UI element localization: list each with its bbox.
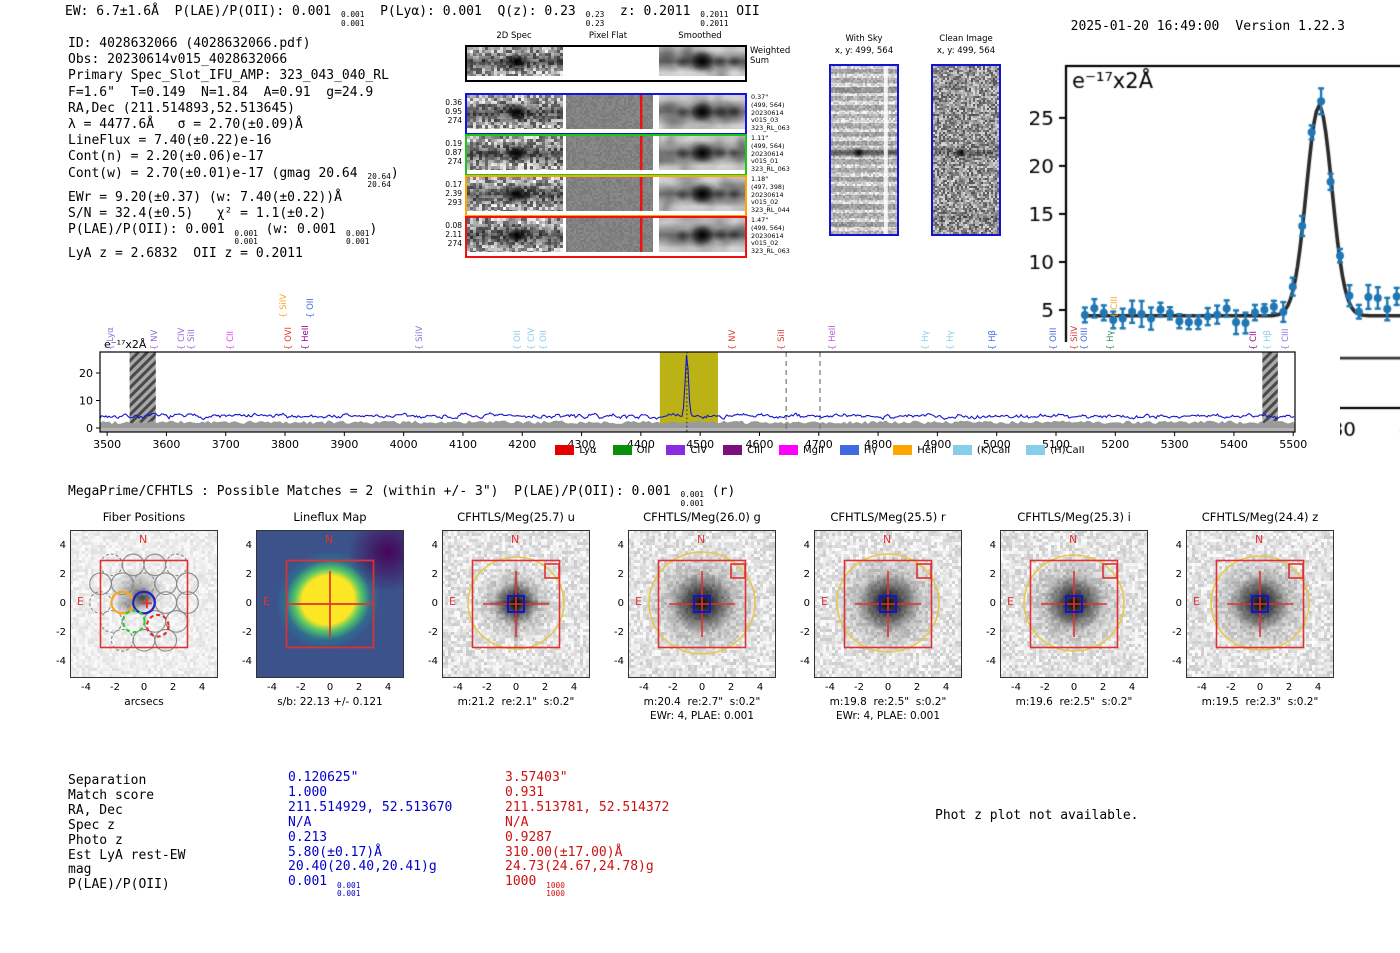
legend-label: Lyα (579, 444, 597, 456)
right-label-line: (497, 398) (751, 182, 785, 191)
emission-line-label: { OIII (1079, 327, 1090, 350)
spec2d-row2-2dspec-image (467, 136, 563, 170)
legend-item (953, 445, 1010, 456)
cutout-ytick: 4 (989, 540, 996, 551)
spec2d-weighted-pixelflat-image (566, 47, 653, 76)
right-label-line: v015_03 (751, 116, 779, 125)
cutout-ytick: 0 (1175, 598, 1182, 609)
match-col2-value: 24.73(24.67,24.78)g (505, 859, 654, 875)
cutout-xtick: 2 (541, 682, 549, 693)
cutout-frame (814, 530, 962, 678)
cutout-caption: arcsecs (124, 696, 164, 708)
spec2d-weighted-smoothed-image (656, 47, 745, 76)
stacked-value: 1000 1000 (546, 880, 565, 899)
stacked-value: 0.001 0.001 (234, 228, 258, 246)
legend-label: (H)CaII (1050, 444, 1085, 456)
emission-line-label: { OIII (1048, 327, 1059, 350)
clean-image-coords: x, y: 499, 564 (936, 46, 996, 56)
left-label-line: 0.95 (445, 107, 462, 116)
emission-line-label: { SiII (777, 329, 788, 350)
legend-label: CIV (690, 444, 708, 456)
legend-swatch (1026, 445, 1045, 455)
left-label-line: 0.08 (445, 221, 462, 230)
cutout-xtick: -4 (453, 682, 463, 693)
full-spectrum-plot (60, 262, 1350, 467)
emission-line-label: { Hβ (1263, 330, 1274, 350)
cutout-xtick: 4 (942, 682, 950, 693)
right-label-line: v015_01 (751, 157, 779, 166)
cutout-ytick: -2 (986, 627, 996, 638)
spec2d-row4-right-labels (751, 217, 796, 256)
right-label-line: (499, 564) (751, 223, 785, 232)
spec2d-row3-pixelflat-image (566, 177, 653, 211)
match-col2-value: 310.00(±17.00)Å (505, 844, 623, 860)
cutout-xtick: -4 (81, 682, 91, 693)
match-col1-value: 0.120625" (288, 770, 359, 785)
compass-north-label: N (511, 533, 520, 546)
cutout-ytick: -4 (800, 656, 810, 667)
cutout-xtick: 0 (1256, 682, 1264, 693)
match-row-label: Spec z (68, 817, 115, 833)
spec2d-row1-smoothed-image (656, 95, 745, 129)
with-sky-image (831, 66, 897, 234)
cutout-image-4 (814, 530, 962, 678)
emission-line-label: { SiIV (415, 325, 426, 350)
info-line: LineFlux = 7.40(±0.22)e-16 (68, 133, 272, 149)
emission-line-label: { Lyα (106, 327, 117, 350)
compass-north-label: N (883, 533, 892, 546)
emission-line-label: { CII (1248, 330, 1259, 350)
spec2d-weighted-2dspec-image (467, 47, 563, 76)
cutout-title-img-6: CFHTLS/Meg(24.4) z (1201, 510, 1319, 524)
spec2d-row2-pixelflat-image (566, 136, 653, 170)
cutout-image-5 (1000, 530, 1148, 678)
cutout-xtick: -2 (1226, 682, 1236, 693)
compass-east-label: E (449, 595, 456, 608)
legend-swatch (555, 445, 574, 455)
cutout-ytick: 4 (431, 540, 438, 551)
right-label-line: 323_RL_044 (751, 206, 790, 215)
cutout-xtick: 2 (1099, 682, 1107, 693)
match-col1-value: 0.213 (288, 829, 328, 845)
info-line: P(LAE)/P(OII): 0.001 0.001 0.001 (w: 0.001 0.001 0.001 ) (68, 222, 378, 246)
right-label-line: 323_RL_063 (751, 165, 790, 174)
emission-line-label: { Hγ (1105, 330, 1116, 350)
cutout-ytick: -4 (986, 656, 996, 667)
cutout-xtick: 4 (1314, 682, 1322, 693)
legend-swatch (723, 445, 742, 455)
cutout-caption: m:20.4 re:2.7" s:0.2" (643, 696, 761, 708)
cutout-ytick: 4 (803, 540, 810, 551)
cutout-ytick: -2 (242, 627, 252, 638)
spec2d-row4-2dspec-image (467, 218, 563, 252)
spec2d-row2-right-labels (751, 135, 796, 174)
left-label-line: 2.11 (445, 230, 462, 239)
cutout-title-img-3: CFHTLS/Meg(26.0) g (643, 510, 761, 524)
legend-swatch (666, 445, 685, 455)
legend-swatch (779, 445, 798, 455)
emission-line-label: { OII (513, 330, 524, 350)
info-line: ID: 4028632066 (4028632066.pdf) (68, 36, 311, 51)
cutout-xtick: 2 (169, 682, 177, 693)
cutout-xtick: -4 (825, 682, 835, 693)
legend-swatch (893, 445, 912, 455)
match-col1-value: 0.001 0.001 0.001 (288, 874, 361, 899)
spec2d-row1-right-labels (751, 94, 796, 133)
cutout-xtick: 0 (698, 682, 706, 693)
match-col1-value: 5.80(±0.17)Å (288, 844, 382, 860)
match-row-label: Match score (68, 787, 155, 803)
cutout-xtick: 2 (727, 682, 735, 693)
info-line: Obs: 20230614v015_4028632066 (68, 52, 288, 68)
cutout-xtick: 4 (384, 682, 392, 693)
spec2d-row3-right-labels (751, 176, 796, 215)
legend-label: CIII (747, 444, 763, 456)
cutout-ytick: 2 (431, 569, 438, 580)
cutout-ytick: 2 (803, 569, 810, 580)
right-label-line: (499, 564) (751, 100, 785, 109)
cutout-xtick: -2 (482, 682, 492, 693)
emission-line-label: { CIII (1280, 328, 1291, 350)
cutout-xtick: 0 (884, 682, 892, 693)
cutout-ytick: 4 (1175, 540, 1182, 551)
cutout-xtick: -4 (1011, 682, 1021, 693)
cutout-ytick: 0 (617, 598, 624, 609)
photz-note: Phot z plot not available. (935, 808, 1139, 823)
spec2d-row3-smoothed-image (656, 177, 745, 211)
cutout-xtick: 4 (570, 682, 578, 693)
cutout-ytick: -2 (614, 627, 624, 638)
cutout-caption: m:19.6 re:2.5" s:0.2" (1015, 696, 1133, 708)
left-label-line: 0.87 (445, 148, 462, 157)
compass-east-label: E (1193, 595, 1200, 608)
with-sky-title: With Sky (845, 34, 883, 44)
legend-label: Hγ (863, 444, 878, 456)
cutout-xtick: -2 (668, 682, 678, 693)
right-label-line: 20230614 (751, 190, 784, 199)
cutout-caption: m:19.8 re:2.5" s:0.2" (829, 696, 947, 708)
report-version: Version 1.22.3 (1235, 19, 1345, 34)
match-col1-value: N/A (288, 814, 312, 830)
match-row-label: P(LAE)/P(OII) (68, 877, 170, 893)
cutout-title-img-5: CFHTLS/Meg(25.3) i (1017, 510, 1131, 524)
cutout-xtick: -2 (296, 682, 306, 693)
spec2d-row-weighted (465, 45, 747, 82)
with-sky-coords: x, y: 499, 564 (834, 46, 894, 56)
cutout-ytick: 4 (617, 540, 624, 551)
right-label-line: 0.37" (751, 93, 769, 101)
right-label-line: 1.11" (751, 134, 769, 142)
cutout-caption2: EWr: 4, PLAE: 0.001 (649, 710, 755, 722)
compass-north-label: N (697, 533, 706, 546)
right-label-line: 1.18" (751, 175, 769, 183)
cutout-xtick: -2 (854, 682, 864, 693)
cutout-caption: m:21.2 re:2.1" s:0.2" (457, 696, 575, 708)
cutout-ytick: 0 (431, 598, 438, 609)
cutout-xtick: 4 (756, 682, 764, 693)
info-line: Cont(n) = 2.20(±0.06)e-17 (68, 149, 264, 165)
match-col2-value: 0.931 (505, 784, 545, 800)
cutout-ytick: 4 (245, 540, 252, 551)
emission-line-label: { CIII (1110, 296, 1121, 318)
compass-east-label: E (77, 595, 84, 608)
with-sky-image-frame (829, 64, 899, 236)
cutout-caption: s/b: 22.13 +/- 0.121 (277, 696, 383, 708)
info-line: RA,Dec (211.514893,52.513645) (68, 100, 295, 116)
cutout-frame (1000, 530, 1148, 678)
info-line: λ = 4477.6Å σ = 2.70(±0.09)Å (68, 117, 303, 133)
weighted-sum-label: Sum (750, 56, 770, 66)
cutout-caption2: EWr: 4, PLAE: 0.001 (835, 710, 941, 722)
emission-line-label: { CIV (176, 327, 187, 350)
stacked-value: 0.001 0.001 (680, 490, 704, 508)
left-label-line: 274 (447, 116, 462, 125)
cutout-xtick: -4 (267, 682, 277, 693)
cutout-title-img-2: CFHTLS/Meg(25.7) u (457, 510, 575, 524)
emission-line-label: { SiIV (1069, 325, 1080, 350)
right-label-line: 20230614 (751, 231, 784, 240)
detection-info-block (68, 36, 399, 263)
cutout-ytick: -2 (56, 627, 66, 638)
cutout-ytick: -2 (428, 627, 438, 638)
compass-north-label: N (325, 533, 334, 546)
stacked-value: 20.64 20.64 (367, 171, 391, 190)
emission-line-label: { HeII (828, 325, 839, 350)
cutout-xtick: 2 (913, 682, 921, 693)
left-label-line: 274 (447, 157, 462, 166)
right-label-line: 1.47" (751, 216, 769, 224)
stacked-value: 0.001 0.001 (340, 10, 365, 28)
info-line: LyA z = 2.6832 OII z = 0.2011 (68, 246, 303, 262)
cutout-xtick: -2 (1040, 682, 1050, 693)
right-label-line: 323_RL_063 (751, 124, 790, 133)
legend-item (555, 445, 596, 456)
match-col2-value: 3.57403" (505, 770, 568, 785)
emission-line-label: { OII (305, 298, 316, 318)
info-line: F=1.6" T=0.149 N=1.84 A=0.91 g=24.9 (68, 84, 374, 100)
cutout-xtick: 0 (326, 682, 334, 693)
emission-line-label: { CII (225, 330, 236, 350)
report-timestamp: 2025-01-20 16:49:00 (1070, 19, 1220, 34)
stacked-value: 0.001 0.001 (345, 228, 370, 246)
header-meta (1055, 4, 1345, 34)
match-row-label: RA, Dec (68, 802, 123, 818)
match-col2-value: 0.9287 (505, 829, 552, 845)
full-spectrum-canvas (60, 262, 1340, 462)
cutout-xtick: -2 (110, 682, 120, 693)
info-line: Cont(w) = 2.70(±0.01)e-17 (gmag 20.64 20.64 20.64 ) (68, 165, 399, 190)
cutout-image-0 (70, 530, 218, 678)
spectrum-legend (400, 443, 1240, 457)
cutout-xtick: 0 (512, 682, 520, 693)
emission-line-label: { SiIV (278, 293, 289, 318)
cutout-xtick: 0 (140, 682, 148, 693)
cutout-frame (256, 530, 404, 678)
compass-east-label: E (821, 595, 828, 608)
legend-label: MgII (802, 444, 824, 456)
legend-item (666, 445, 707, 456)
emission-line-label: { CIV (526, 327, 537, 350)
spec2d-row1-left-labels (436, 98, 462, 125)
legend-item (893, 445, 937, 456)
cutout-image-6 (1186, 530, 1334, 678)
info-line: S/N = 32.4(±0.5) χ² = 1.1(±0.2) (68, 205, 327, 221)
spec2d-row4-left-labels (436, 221, 462, 248)
legend-item (723, 445, 763, 456)
compass-north-label: N (139, 533, 148, 546)
match-col2-value: N/A (505, 814, 529, 830)
cutout-ytick: 0 (59, 598, 66, 609)
compass-east-label: E (635, 595, 642, 608)
spec2d-row-row2 (465, 134, 747, 176)
cutout-ytick: -4 (428, 656, 438, 667)
cutout-caption: m:19.5 re:2.3" s:0.2" (1201, 696, 1319, 708)
right-label-line: (499, 564) (751, 141, 785, 150)
right-label-line: v015_02 (751, 198, 779, 207)
emission-line-label: { Hγ (945, 330, 956, 350)
spec2d-row-row3 (465, 175, 747, 217)
stacked-value: 0.2011 0.2011 (700, 10, 729, 28)
compass-east-label: E (1007, 595, 1014, 608)
spec2d-col-title: 2D Spec (496, 31, 532, 41)
compass-east-label: E (263, 595, 270, 608)
spec2d-row-row4 (465, 216, 747, 258)
cutout-ytick: 0 (989, 598, 996, 609)
match-col2-value: 211.513781, 52.514372 (505, 799, 670, 815)
legend-label: (K)CaII (976, 444, 1011, 456)
cutout-ytick: 2 (59, 569, 66, 580)
emission-line-label: { NV (727, 329, 738, 350)
cutout-ytick: -4 (242, 656, 252, 667)
cutout-ytick: 4 (59, 540, 66, 551)
cutout-title-fiber-0: Fiber Positions (102, 510, 186, 524)
cutout-ytick: 2 (989, 569, 996, 580)
compass-north-label: N (1255, 533, 1264, 546)
legend-item (1026, 445, 1084, 456)
cutout-ytick: -2 (800, 627, 810, 638)
spec2d-row3-2dspec-image (467, 177, 563, 211)
cutout-xtick: 4 (1128, 682, 1136, 693)
match-col1-value: 20.40(20.40,20.41)g (288, 859, 437, 875)
match-col1-value: 211.514929, 52.513670 (288, 799, 453, 815)
compass-north-label: N (1069, 533, 1078, 546)
cutout-xtick: 2 (1285, 682, 1293, 693)
emission-line-label: { Hβ (988, 330, 999, 350)
stacked-value: 0.23 0.23 (585, 10, 605, 28)
match-row-label: Est LyA rest-EW (68, 847, 186, 863)
spec2d-row4-smoothed-image (656, 218, 745, 252)
cutout-image-1 (256, 530, 404, 678)
cutout-xtick: -4 (639, 682, 649, 693)
left-label-line: 0.19 (445, 139, 462, 148)
spec2d-row1-2dspec-image (467, 95, 563, 129)
stacked-value: 0.001 0.001 (336, 880, 361, 899)
cutout-ytick: 2 (1175, 569, 1182, 580)
legend-item (779, 445, 824, 456)
spec2d-row1-pixelflat-image (566, 95, 653, 129)
left-label-line: 0.17 (445, 180, 462, 189)
header-summary: EW: 6.7±1.6Å P(LAE)/P(OII): 0.001 0.001 0.001 P(Lyα): 0.001 Q(z): 0.23 0.23 0.23 z: 0.2011 0.2011 0.2011 OII (65, 4, 760, 28)
clean-image-image-frame (931, 64, 1001, 236)
clean-image-image (933, 66, 999, 234)
right-label-line: 323_RL_063 (751, 247, 790, 256)
cutout-ytick: 2 (617, 569, 624, 580)
cutout-ytick: 0 (803, 598, 810, 609)
legend-item (613, 445, 651, 456)
cutout-title-lineflux-1: Lineflux Map (293, 510, 367, 524)
spec2d-row2-left-labels (436, 139, 462, 166)
cutout-xtick: 2 (355, 682, 363, 693)
cutout-frame (628, 530, 776, 678)
emission-line-label: { SiII (187, 329, 198, 350)
left-label-line: 293 (447, 198, 462, 207)
emission-line-label: { HeII (301, 325, 312, 350)
weighted-sum-label: Weighted (750, 46, 791, 56)
cutout-image-3 (628, 530, 776, 678)
legend-swatch (613, 445, 632, 455)
emission-line-label: { OVI (283, 327, 294, 350)
cutout-frame (442, 530, 590, 678)
legend-swatch (840, 445, 859, 455)
emission-line-label: { OII (538, 330, 549, 350)
legend-label: HeII (917, 444, 937, 456)
info-line: EWr = 9.20(±0.37) (w: 7.40(±0.22))Å (68, 189, 342, 205)
right-label-line: 20230614 (751, 149, 784, 158)
emission-line-label: { NV (149, 329, 160, 350)
left-label-line: 0.36 (445, 98, 462, 107)
legend-swatch (953, 445, 972, 455)
cutout-ytick: -2 (1172, 627, 1182, 638)
spec2d-col-title: Pixel Flat (588, 31, 628, 41)
cutout-ytick: 0 (245, 598, 252, 609)
cutout-title-img-4: CFHTLS/Meg(25.5) r (830, 510, 946, 524)
spec2d-col-title: Smoothed (678, 31, 722, 41)
match-col2-value: 1000 1000 1000 (505, 874, 565, 899)
cutout-ytick: 2 (245, 569, 252, 580)
spec2d-row2-smoothed-image (656, 136, 745, 170)
legend-label: OII (636, 444, 651, 456)
match-row-label: Photo z (68, 832, 123, 848)
cutout-ytick: -4 (56, 656, 66, 667)
cutout-ytick: -4 (1172, 656, 1182, 667)
match-row-label: Separation (68, 773, 147, 788)
match-col1-value: 1.000 (288, 784, 328, 800)
left-label-line: 274 (447, 239, 462, 248)
match-row-label: mag (68, 862, 92, 878)
cutout-frame (70, 530, 218, 678)
cutout-frame (1186, 530, 1334, 678)
spec2d-row3-left-labels (436, 180, 462, 207)
cutout-image-2 (442, 530, 590, 678)
cutout-xtick: 0 (1070, 682, 1078, 693)
info-line: Primary Spec_Slot_IFU_AMP: 323_043_040_RL (68, 68, 389, 84)
emission-line-label: { Hγ (921, 330, 932, 350)
cutout-xtick: 4 (198, 682, 206, 693)
left-label-line: 2.39 (445, 189, 462, 198)
matches-header: MegaPrime/CFHTLS : Possible Matches = 2 (within +/- 3") P(LAE)/P(OII): 0.001 0.001 0.001 (r) (68, 484, 736, 508)
cutout-ytick: -4 (614, 656, 624, 667)
spec2d-row-row1 (465, 93, 747, 135)
cutout-xtick: -4 (1197, 682, 1207, 693)
spec2d-row4-pixelflat-image (566, 218, 653, 252)
legend-item (840, 445, 877, 456)
clean-image-title: Clean Image (939, 34, 993, 44)
right-label-line: 20230614 (751, 108, 784, 117)
right-label-line: v015_02 (751, 239, 779, 248)
